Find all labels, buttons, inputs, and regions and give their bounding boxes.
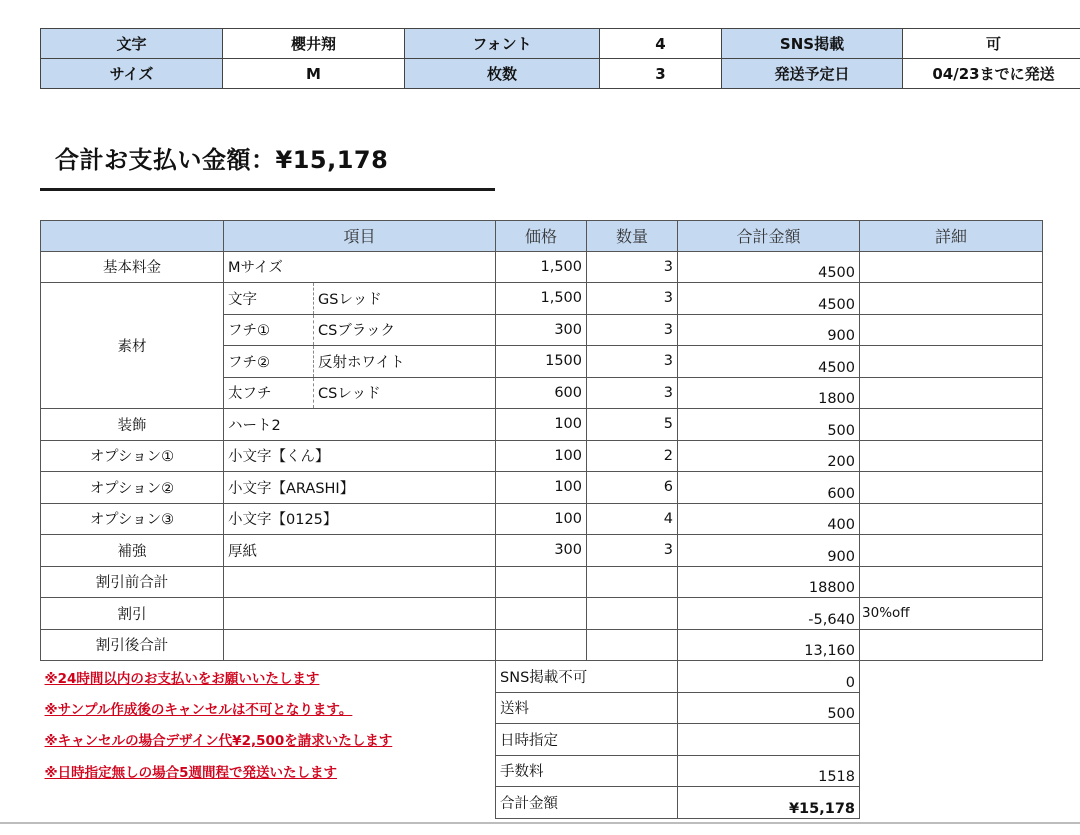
info-label-ship-date: 発送予定日	[722, 59, 903, 89]
row-detail	[860, 629, 1043, 661]
blank-cell	[860, 724, 1043, 756]
row-price: 100	[496, 503, 587, 535]
header-detail: 詳細	[860, 221, 1043, 252]
row-item: 厚紙	[224, 535, 496, 567]
info-label-count: 枚数	[405, 59, 600, 89]
info-value-sns: 可	[903, 29, 1080, 59]
grand-total-amount: ¥15,178	[678, 787, 860, 819]
row-detail	[860, 283, 1043, 315]
row-price: 100	[496, 409, 587, 441]
header-amount: 合計金額	[678, 221, 860, 252]
table-row	[41, 535, 1043, 567]
row-amount: 1800	[678, 377, 860, 409]
row-item: 小文字【0125】	[224, 503, 496, 535]
row-qty: 6	[587, 472, 678, 504]
after-discount-amount: 13,160	[678, 629, 860, 661]
subtotal-label: 割引前合計	[41, 566, 224, 598]
row-amount: 500	[678, 409, 860, 441]
order-info-table	[40, 28, 1080, 89]
row-qty	[587, 598, 678, 630]
total-payment-heading: 合計お支払い金額：¥15,178	[55, 146, 389, 174]
subtotal-row	[41, 566, 1043, 598]
discount-amount: -5,640	[678, 598, 860, 630]
blank-cell	[860, 787, 1043, 819]
note-line: ※24時間以内のお支払いをお願いいたします	[44, 670, 320, 687]
info-label-text: 文字	[41, 29, 223, 59]
discount-label: 割引	[41, 598, 224, 630]
row-price	[496, 566, 587, 598]
row-detail	[860, 535, 1043, 567]
material-name: 反射ホワイト	[314, 346, 496, 378]
info-row-2	[41, 59, 1080, 89]
info-label-font: フォント	[405, 29, 600, 59]
row-amount: 600	[678, 472, 860, 504]
row-amount: 200	[678, 440, 860, 472]
row-price: 100	[496, 472, 587, 504]
summary-row	[41, 661, 1043, 693]
row-qty: 3	[587, 346, 678, 378]
row-category: 基本料金	[41, 251, 224, 283]
row-qty: 4	[587, 503, 678, 535]
blank-cell	[41, 787, 496, 819]
row-item: ハート2	[224, 409, 496, 441]
row-item: 小文字【くん】	[224, 440, 496, 472]
info-value-size: M	[223, 59, 405, 89]
summary-label: SNS掲載不可	[496, 661, 678, 693]
row-price: 1500	[496, 346, 587, 378]
table-row	[41, 251, 1043, 283]
row-detail	[860, 440, 1043, 472]
row-detail	[860, 377, 1043, 409]
table-row	[41, 472, 1043, 504]
summary-row	[41, 724, 1043, 756]
row-item: Mサイズ	[224, 251, 496, 283]
row-category: 補強	[41, 535, 224, 567]
material-name: CSレッド	[314, 377, 496, 409]
material-part: フチ②	[224, 346, 314, 378]
table-row	[41, 283, 1043, 315]
discount-detail: 30%off	[860, 598, 1043, 630]
table-row	[41, 440, 1043, 472]
row-category: オプション①	[41, 440, 224, 472]
summary-amount: 500	[678, 692, 860, 724]
summary-row	[41, 692, 1043, 724]
material-part: 太フチ	[224, 377, 314, 409]
row-category: 装飾	[41, 409, 224, 441]
table-row	[41, 409, 1043, 441]
row-qty: 5	[587, 409, 678, 441]
row-amount: 4500	[678, 346, 860, 378]
material-name: CSブラック	[314, 314, 496, 346]
row-category: オプション②	[41, 472, 224, 504]
after-discount-row	[41, 629, 1043, 661]
info-value-count: 3	[600, 59, 722, 89]
row-detail	[860, 251, 1043, 283]
row-detail	[860, 314, 1043, 346]
row-item: 小文字【ARASHI】	[224, 472, 496, 504]
summary-total-row	[41, 787, 1043, 819]
row-amount: 4500	[678, 283, 860, 315]
summary-amount: 1518	[678, 755, 860, 787]
row-detail	[860, 409, 1043, 441]
grand-total-label: 合計金額	[496, 787, 678, 819]
note-line: ※キャンセルの場合デザイン代¥2,500を請求いたします	[44, 733, 393, 750]
summary-amount: 0	[678, 661, 860, 693]
row-price	[496, 598, 587, 630]
row-qty	[587, 629, 678, 661]
summary-label: 手数料	[496, 755, 678, 787]
blank-cell	[860, 661, 1043, 693]
row-item	[224, 566, 496, 598]
heading-underline	[40, 188, 495, 191]
row-amount: 4500	[678, 251, 860, 283]
row-qty: 3	[587, 251, 678, 283]
note-line: ※サンプル作成後のキャンセルは不可となります。	[44, 701, 353, 718]
row-item	[224, 598, 496, 630]
page-bottom-divider	[0, 822, 1080, 824]
row-amount: 900	[678, 314, 860, 346]
row-detail	[860, 566, 1043, 598]
row-price: 300	[496, 314, 587, 346]
summary-amount	[678, 724, 860, 756]
row-price: 1,500	[496, 251, 587, 283]
row-item	[224, 629, 496, 661]
header-item: 項目	[224, 221, 496, 252]
row-amount: 900	[678, 535, 860, 567]
info-row-1	[41, 29, 1080, 59]
row-qty: 3	[587, 314, 678, 346]
header-price: 価格	[496, 221, 587, 252]
blank-cell	[860, 692, 1043, 724]
table-row	[41, 503, 1043, 535]
header-category	[41, 221, 224, 252]
info-label-size: サイズ	[41, 59, 223, 89]
row-qty: 3	[587, 535, 678, 567]
table-header-row	[41, 221, 1043, 252]
note-line: ※日時指定無しの場合5週間程で発送いたします	[44, 764, 338, 781]
row-category: オプション③	[41, 503, 224, 535]
after-discount-label: 割引後合計	[41, 629, 224, 661]
material-part: フチ①	[224, 314, 314, 346]
row-price: 300	[496, 535, 587, 567]
row-qty	[587, 566, 678, 598]
info-value-font: 4	[600, 29, 722, 59]
summary-row	[41, 755, 1043, 787]
material-category: 素材	[41, 283, 224, 409]
summary-label: 送料	[496, 692, 678, 724]
row-price: 1,500	[496, 283, 587, 315]
row-price	[496, 629, 587, 661]
row-qty: 2	[587, 440, 678, 472]
material-name: GSレッド	[314, 283, 496, 315]
row-amount: 400	[678, 503, 860, 535]
blank-cell	[860, 755, 1043, 787]
row-qty: 3	[587, 283, 678, 315]
price-table	[40, 220, 1043, 819]
row-qty: 3	[587, 377, 678, 409]
row-detail	[860, 503, 1043, 535]
row-price: 100	[496, 440, 587, 472]
summary-label: 日時指定	[496, 724, 678, 756]
header-qty: 数量	[587, 221, 678, 252]
subtotal-amount: 18800	[678, 566, 860, 598]
info-label-sns: SNS掲載	[722, 29, 903, 59]
info-value-text: 櫻井翔	[223, 29, 405, 59]
row-price: 600	[496, 377, 587, 409]
row-detail	[860, 472, 1043, 504]
discount-row	[41, 598, 1043, 630]
info-value-ship-date: 04/23までに発送	[903, 59, 1080, 89]
row-detail	[860, 346, 1043, 378]
material-part: 文字	[224, 283, 314, 315]
